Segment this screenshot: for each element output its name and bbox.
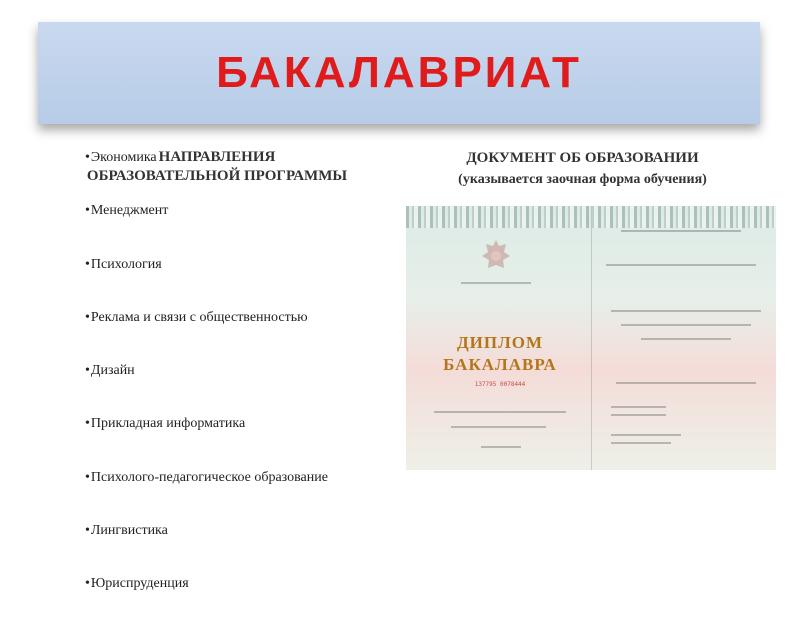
list-item: •Психология [85,256,162,272]
programs-list [85,148,328,628]
list-item: •Прикладная информатика [85,416,246,432]
coat-of-arms-icon [476,236,516,276]
list-item: •Экономика [85,150,157,165]
document-heading [405,148,760,190]
diploma-image [406,206,776,470]
diploma-fold-line [591,206,592,470]
diploma-fine-text [451,426,546,428]
program-label: Прикладная информатика [90,416,246,432]
diploma-fine-text [621,230,741,232]
diploma-title-line2: БАКАЛАВРА [443,355,557,374]
document-heading-title: ДОКУМЕНТ ОБ ОБРАЗОВАНИИ [466,150,699,166]
page-title: БАКАЛАВРИАТ [216,48,582,97]
list-item: •Юриспруденция [85,576,189,592]
programs-heading-line1: НАПРАВЛЕНИЯ [158,149,276,165]
diploma-fine-text [606,264,756,266]
program-label: Менеджмент [90,203,169,219]
programs-heading-line2: ОБРАЗОВАТЕЛЬНОЙ ПРОГРАММЫ [86,168,348,184]
diploma-title-line1: ДИПЛОМ [456,333,544,352]
list-item: •Дизайн [85,363,135,379]
diploma-fine-text [641,338,731,340]
document-heading-subtitle: (указывается заочная форма обучения) [458,172,707,187]
diploma-fine-text [481,446,521,448]
diploma-fine-text [434,411,566,413]
title-banner [38,22,760,124]
list-item: •Лингвистика [85,523,168,539]
program-label: Дизайн [90,363,135,379]
diploma-fine-text [611,310,761,312]
program-label: Психология [90,256,162,272]
diploma-fine-text [621,324,751,326]
list-item: •Менеджмент [85,203,169,219]
diploma-fine-text [461,282,531,284]
list-item: •Реклама и связи с общественностью [85,309,308,325]
diploma-number: 137795 0078444 [474,381,526,388]
list-item: •Психолого-педагогическое образование [85,469,328,485]
program-label: Юриспруденция [90,576,189,592]
diploma-fine-text [611,414,666,416]
diploma-fine-text [616,382,756,384]
diploma-fine-text [611,406,666,408]
program-label: Психолого-педагогическое образование [90,469,328,485]
diploma-fine-text [611,434,681,436]
diploma-title [430,332,570,376]
diploma-fine-text [611,442,671,444]
program-label: Реклама и связи с общественностью [90,309,308,325]
program-label: Экономика [90,150,157,165]
program-label: Лингвистика [90,523,168,539]
